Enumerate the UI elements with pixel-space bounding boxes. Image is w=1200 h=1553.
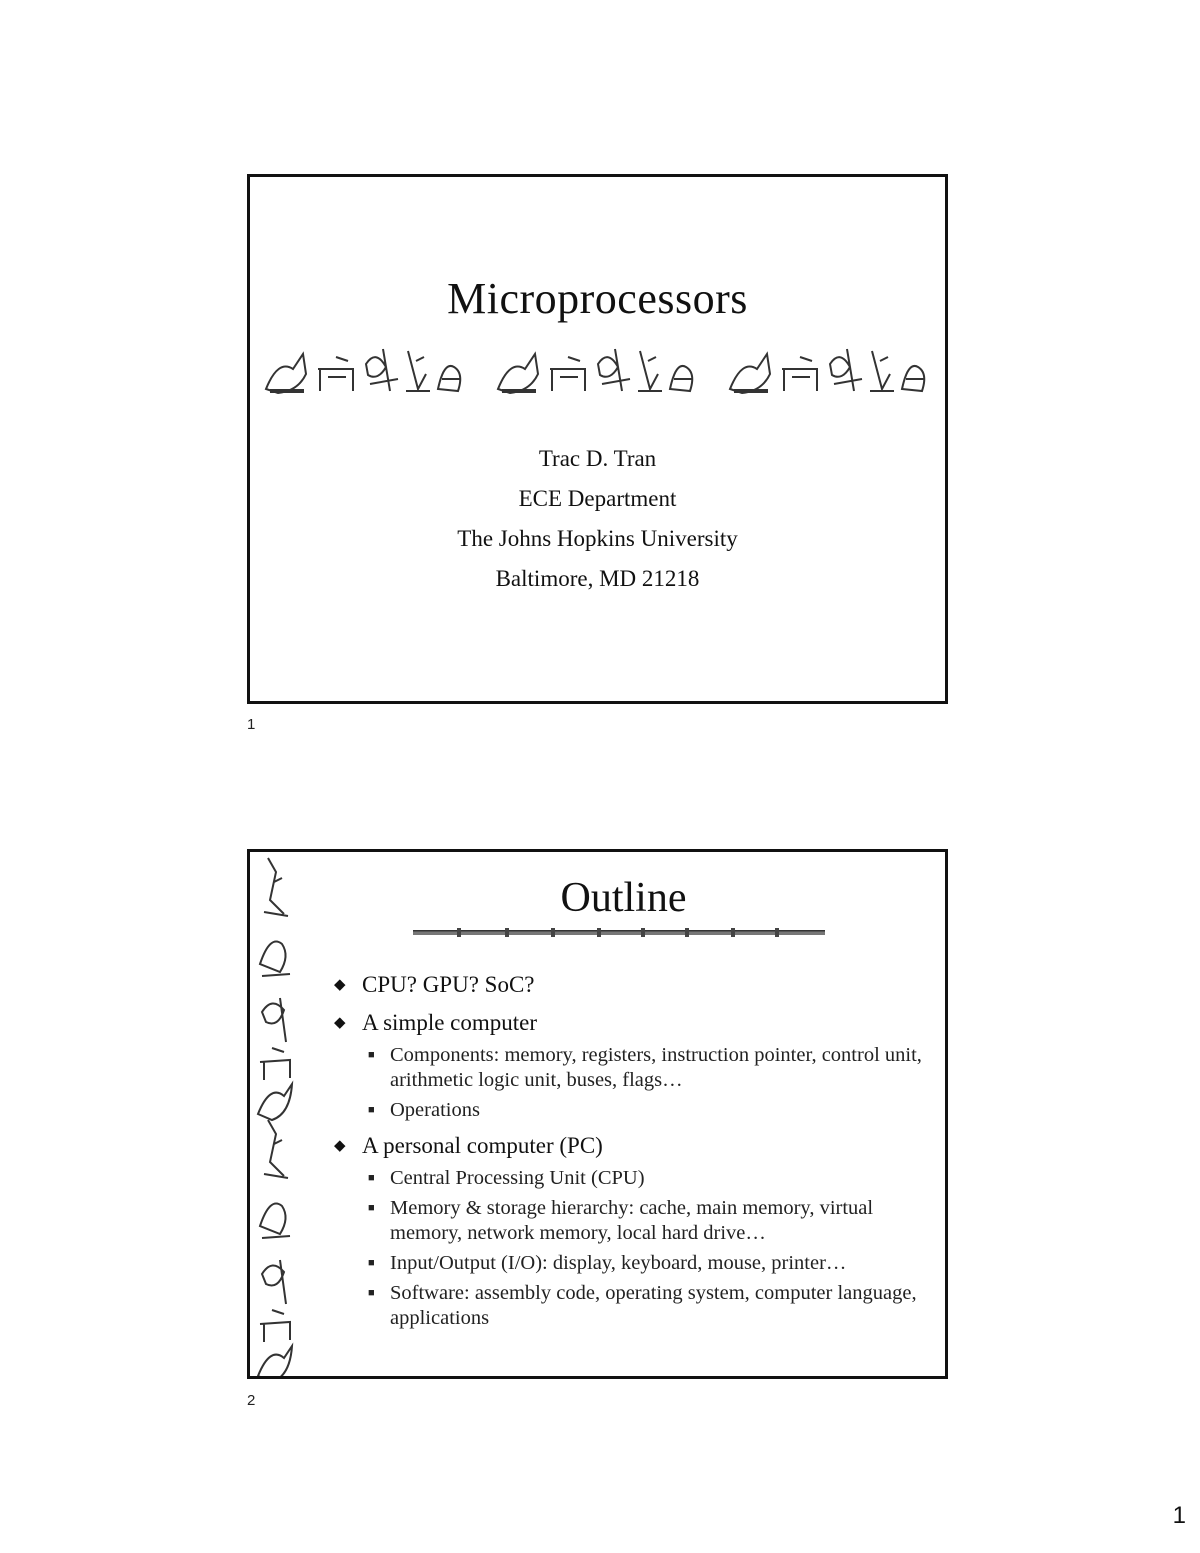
diamond-bullet-icon: ◆ xyxy=(334,1138,346,1154)
sub-list-item: ■ Input/Output (I/O): display, keyboard, mouse, printer… xyxy=(368,1252,847,1274)
list-item: ◆ CPU? GPU? SoC? xyxy=(334,970,924,1000)
title-underline xyxy=(413,927,825,939)
slide-2 xyxy=(247,849,948,1379)
author-department: ECE Department xyxy=(518,486,677,511)
outline-list xyxy=(334,964,924,1333)
author-block xyxy=(250,439,945,599)
square-bullet-icon: ■ xyxy=(368,1049,375,1061)
diamond-bullet-icon: ◆ xyxy=(334,977,346,993)
slide-number-1: 1 xyxy=(247,716,256,733)
sub-list-item: ■ Central Processing Unit (CPU) xyxy=(368,1167,645,1189)
sub-list-item: ■ Software: assembly code, operating system, computer language, applications xyxy=(368,1282,917,1329)
slide-1 xyxy=(247,174,948,704)
slide-number-2: 2 xyxy=(247,1392,256,1409)
square-bullet-icon: ■ xyxy=(368,1104,375,1116)
sub-list-item: ■ Memory & storage hierarchy: cache, main memory, virtual memory, network memory, local hard drive… xyxy=(368,1197,874,1244)
sub-list-item: ■ Components: memory, registers, instruction pointer, control unit, arithmetic logic unit, buses, flags… xyxy=(368,1044,922,1091)
list-item: ◆ A simple computer xyxy=(334,1008,924,1038)
author-name: Trac D. Tran xyxy=(538,446,657,471)
slide-title: Outline xyxy=(560,875,687,921)
square-bullet-icon: ■ xyxy=(368,1257,375,1269)
square-bullet-icon: ■ xyxy=(368,1172,375,1184)
square-bullet-icon: ■ xyxy=(368,1287,375,1299)
diamond-bullet-icon: ◆ xyxy=(334,1015,346,1031)
figure-column-icon xyxy=(250,852,302,1376)
sub-list-item: ■ Operations xyxy=(368,1099,480,1121)
list-item: ◆ A personal computer (PC) xyxy=(334,1131,924,1161)
page-number: 1 xyxy=(1172,1502,1186,1529)
slide-title: Microprocessors xyxy=(447,274,748,323)
author-location: Baltimore, MD 21218 xyxy=(495,566,700,591)
figure-frieze-icon xyxy=(258,339,943,399)
square-bullet-icon: ■ xyxy=(368,1202,375,1214)
author-university: The Johns Hopkins University xyxy=(457,526,738,551)
